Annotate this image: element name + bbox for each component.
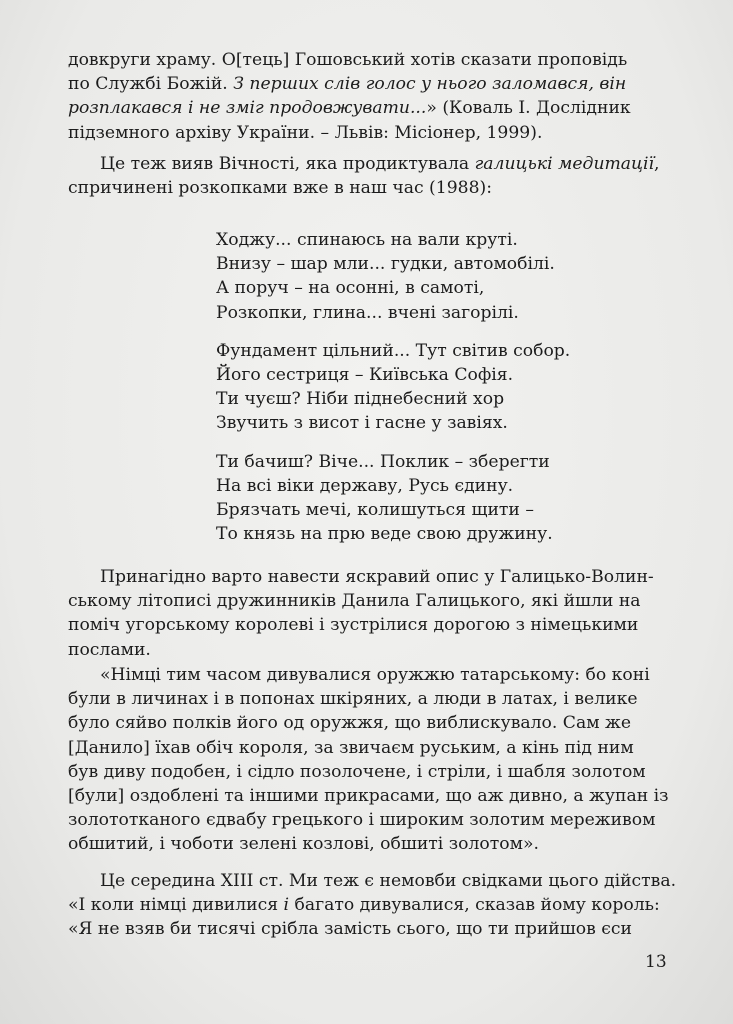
poem-line: Брязчать мечі, колишуться щити – [216,500,534,521]
page-number: 13 [645,952,667,972]
text-line: послами. [68,639,151,660]
text-span: » (Коваль І. Дослідник [426,98,631,119]
poem-stanza [216,450,570,547]
text-span: «І коли німці дивилися [68,895,284,916]
text-line: обшитий, і чоботи зелені козлові, обшиті золотом». [68,834,539,855]
poem-line: На всі віки державу, Русь єдину. [216,475,514,496]
text-span: по Службі Божій. [68,74,234,95]
paragraph-thirteenth-century [68,869,677,942]
text-line: «Я не взяв би тисячі срібла замість сього, що ти прийшов єси [68,919,632,940]
text-line: «Німці тим часом дивувалися оружжю татарському: бо коні [100,665,650,685]
poem-line: Ходжу... спинаюсь на вали круті. [216,230,518,250]
poem-line: Звучить з висот і гасне у завіях. [216,413,508,434]
italic-text: розплакався і не зміг продовжувати... [68,98,427,119]
text-line: був диву подобен, і сідло позолочене, і стріли, і шабля золотом [68,761,646,782]
text-line: спричинені розкопками вже в наш час (1988): [68,178,492,199]
poem [216,228,570,560]
poem-line: Розкопки, глина... вчені загорілі. [216,302,519,323]
text-line: [Данило] їхав обіч короля, за звичаєм руським, а кінь під ним [68,737,634,758]
poem-line: Ти бачиш? Віче... Поклик – зберегти [216,451,550,472]
text-span: Це теж вияв Вічності, яка продиктувала [100,154,475,174]
poem-line: То князь на прю веде свою дружину. [216,524,553,545]
text-line: золототканого єдвабу грецького і широким золотим мереживом [68,810,656,831]
text-line: було сяйво полків його од оружжя, що виблискувало. Сам же [68,713,632,734]
paragraph-chronicle-quote [68,663,674,857]
text-line [68,152,674,176]
text-span: , [654,154,660,174]
text-line: довкруги храму. О[тець] Гошовський хотів сказати проповідь [68,50,628,70]
text-line: Це середина XIII ст. Ми теж є немовби свідками цього дійства. [100,871,677,891]
poem-stanza [216,339,570,436]
italic-text: галицькі медитації [474,154,655,174]
text-span: багато дивувалися, сказав йому король: [289,895,660,916]
paragraph-quote-ending [68,48,674,145]
text-line: Принагідно варто навести яскравий опис у Галицько-Волин- [100,567,654,587]
text-line: поміч угорському королеві і зустрілися дорогою з німецькими [68,615,639,636]
italic-text: З перших слів голос у нього заломався, він [233,74,627,95]
text-line: ському літописі дружинників Данила Галицького, які йшли на [68,591,641,612]
poem-line: Внизу – шар мли... гудки, автомобілі. [216,254,555,275]
text-line [68,893,674,917]
paragraph-intro-poem [68,152,674,200]
poem-stanza [216,228,570,325]
poem-line: Його сестриця – Київська Софія. [216,365,514,386]
paragraph-chronicle-intro [68,565,674,662]
text-line: підземного архіву України. – Львів: Місіонер, 1999). [68,122,543,143]
text-line [68,96,674,120]
text-line: були в личинах і в попонах шкіряних, а люди в латах, і велике [68,689,638,710]
italic-text: і [283,895,290,916]
poem-line: А поруч – на осонні, в самоті, [216,278,485,299]
text-line [68,72,674,96]
poem-line: Фундамент цільний... Тут світив собор. [216,340,571,361]
poem-line: Ти чуєш? Ніби піднебесний хор [216,389,505,410]
text-line: [були] оздоблені та іншими прикрасами, що аж дивно, а жупан із [68,786,669,807]
